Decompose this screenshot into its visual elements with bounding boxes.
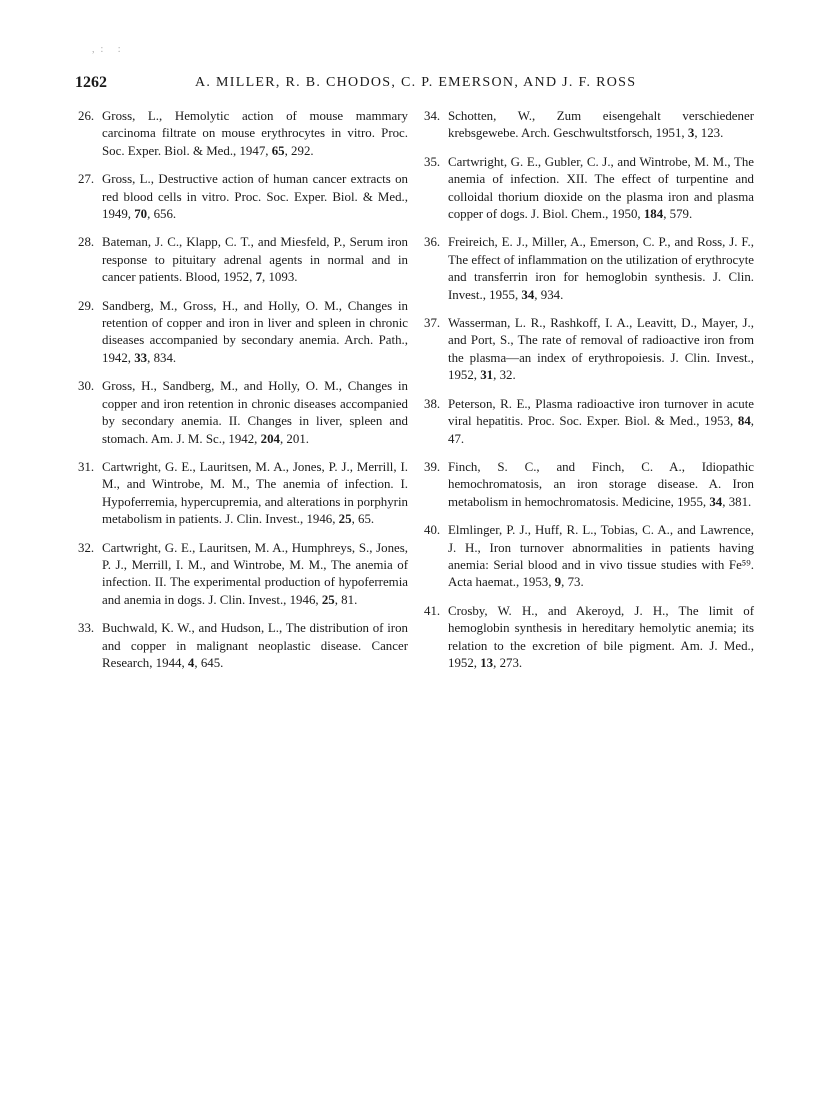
- page-number: 1262: [75, 74, 107, 91]
- reference-item: 27. Gross, L., Destructive action of human cancer extracts on red blood cells in vitro. Proc. Soc. Exper. Biol. & Med., 1949, 70, 656.: [78, 172, 408, 222]
- reference-item: 28. Bateman, J. C., Klapp, C. T., and Miesfeld, P., Serum iron response to pituitary adrenal agents in normal and in cancer patients. Blood, 1952, 7, 1093.: [78, 235, 408, 285]
- scan-speck: ,: :: [92, 44, 127, 55]
- reference-item: 29. Sandberg, M., Gross, H., and Holly, O. M., Changes in retention of copper and iron in liver and spleen in chronic diseases accompanied by secondary anemia. Arch. Path., 1942, 33, 834.: [78, 298, 408, 365]
- reference-item: 26. Gross, L., Hemolytic action of mouse mammary carcinoma filtrate on mouse erythrocytes in vitro. Proc. Soc. Exper. Biol. & Med., 1947, 65, 292.: [78, 109, 408, 158]
- references-left-column: [78, 108, 408, 683]
- reference-item: 39. Finch, S. C., and Finch, C. A., Idiopathic hemochromatosis, an iron storage disease. A. Iron metabolism in hemochromatosis. Medicine, 1955, 34, 381.: [424, 459, 754, 509]
- references-right-column: [424, 108, 754, 683]
- reference-item: 38. Peterson, R. E., Plasma radioactive iron turnover in acute viral hepatitis. Proc. Soc. Exper. Biol. & Med., 1953, 84, 47.: [424, 396, 754, 446]
- reference-item: 37. Wasserman, L. R., Rashkoff, I. A., Leavitt, D., Mayer, J., and Port, S., The rate of removal of radioactive iron from the plasma—an index of erythropoiesis. J. Clin. Invest., 1952, 31, 32.: [424, 316, 754, 383]
- reference-item: 32. Cartwright, G. E., Lauritsen, M. A., Humphreys, S., Jones, P. J., Merrill, I. M., and Wintrobe, M. M., The anemia of infection. II. The experimental production of hypoferremia and anemia in dogs. J. Clin. Invest., 1946, 25, 81.: [78, 540, 408, 607]
- reference-item: 33. Buchwald, K. W., and Hudson, L., The distribution of iron and copper in malignant neoplastic disease. Cancer Research, 1944, 4, 645.: [78, 621, 408, 670]
- reference-item: 41. Crosby, W. H., and Akeroyd, J. H., The limit of hemoglobin synthesis in hereditary hemolytic anemia; its relation to the excretion of bile pigment. Am. J. Med., 1952, 13, 273.: [424, 603, 754, 670]
- page-header: [75, 74, 745, 98]
- reference-item: 40. Elmlinger, P. J., Huff, R. L., Tobias, C. A., and Lawrence, J. H., Iron turnover abnormalities in patients having anemia: Serial blood and in vivo tissue studies with Fe⁵⁹. Acta haemat., 1953, 9, 73.: [424, 523, 754, 590]
- reference-item: 34. Schotten, W., Zum eisengehalt verschiedener krebsgewebe. Arch. Geschwultstforsch, 1951, 3, 123.: [424, 109, 754, 141]
- running-head-authors: A. MILLER, R. B. CHODOS, C. P. EMERSON, AND J. F. ROSS: [195, 75, 637, 90]
- reference-item: 35. Cartwright, G. E., Gubler, C. J., and Wintrobe, M. M., The anemia of infection. XII. The effect of turpentine and colloidal thorium dioxide on the plasma iron and plasma copper of dogs. J. Biol. Chem., 1950, 184, 579.: [424, 154, 754, 222]
- reference-item: 36. Freireich, E. J., Miller, A., Emerson, C. P., and Ross, J. F., The effect of inflammation on the utilization of erythrocyte and transferrin iron for hemoglobin synthesis. J. Clin. Invest., 1955, 34, 934.: [424, 235, 754, 302]
- reference-item: 31. Cartwright, G. E., Lauritsen, M. A., Jones, P. J., Merrill, I. M., and Wintrobe, M. M., The anemia of infection. I. Hypoferremia, hypercupremia, and alterations in porphyrin metabolism in patients. J. Clin. Invest., 1946, 25, 65.: [78, 459, 408, 527]
- reference-item: 30. Gross, H., Sandberg, M., and Holly, O. M., Changes in copper and iron retention in chronic diseases accompanied by secondary anemia. II. Changes in liver, spleen and stomach. Am. J. M. Sc., 1942, 204, 201.: [78, 379, 408, 446]
